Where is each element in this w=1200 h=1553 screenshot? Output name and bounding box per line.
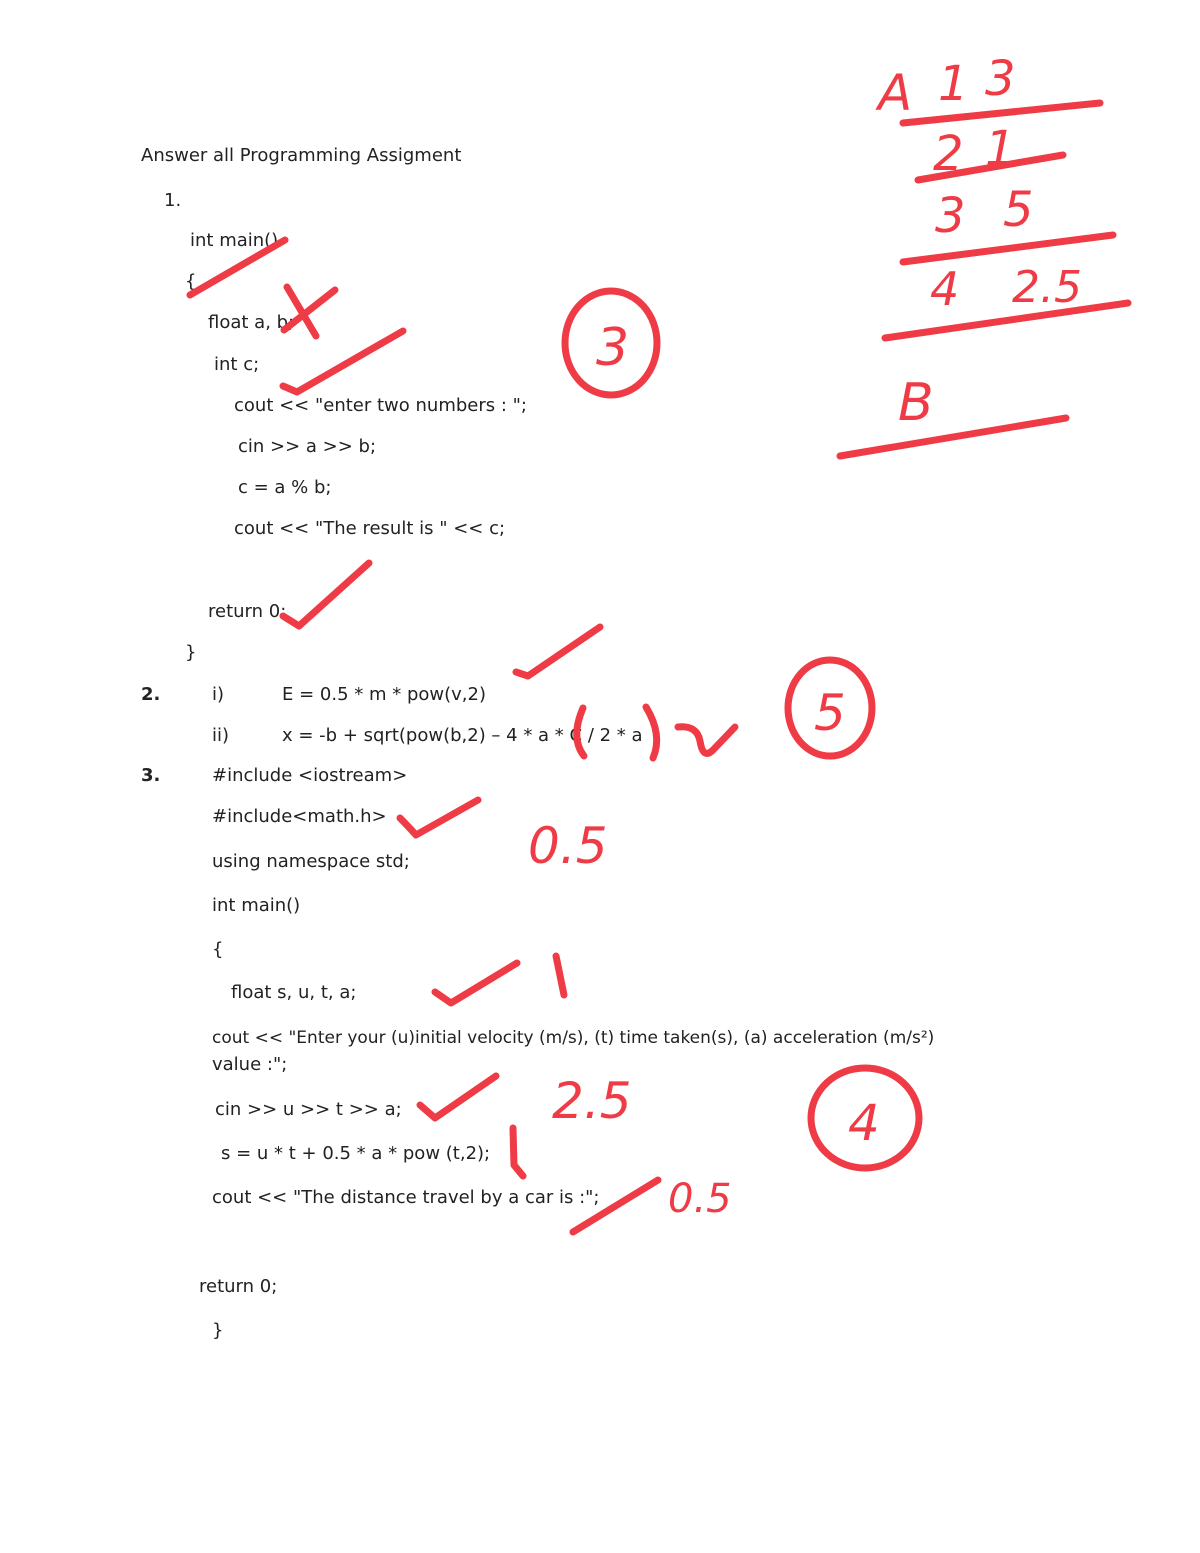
circled-score: 5 [814, 684, 846, 742]
q3-line: return 0; [199, 1276, 278, 1297]
q3-line: s = u * t + 0.5 * a * pow (t,2); [221, 1143, 491, 1164]
strike-mark [190, 240, 285, 295]
q3-line: { [212, 939, 224, 960]
q3-line: cout << "Enter your (u)initial velocity (m/s), (t) time taken(s), (a) acceleration (m/s²) [212, 1028, 935, 1048]
score-cell: 1 [938, 56, 969, 112]
circled-score: 3 [596, 318, 630, 378]
score-table-rule [840, 418, 1066, 456]
tick-one [556, 956, 564, 995]
bracket-mark [577, 708, 584, 756]
cross-mark [678, 727, 735, 754]
q2-number: 2. [141, 684, 161, 705]
q1-number: 1. [164, 190, 182, 211]
score-cell: 3 [985, 51, 1016, 107]
q3-line: #include<math.h> [212, 806, 387, 827]
q3-number: 3. [141, 765, 161, 786]
score-cell: 1 [985, 121, 1016, 177]
q1-line: cout << "enter two numbers : "; [234, 395, 527, 416]
score-table-rule [885, 303, 1128, 338]
q1-line: return 0; [208, 601, 287, 622]
q1-line: int main() [190, 230, 279, 251]
q1-line: cout << "The result is " << c; [234, 518, 506, 539]
q3-line: cout << "The distance travel by a car is :"; [212, 1187, 600, 1208]
circled-score: 4 [848, 1094, 880, 1152]
q3-line: cin >> u >> t >> a; [215, 1099, 402, 1120]
q1-line: cin >> a >> b; [238, 436, 377, 457]
q1-line: c = a % b; [238, 477, 332, 498]
q3-line: using namespace std; [212, 851, 410, 872]
q1-line: { [185, 271, 197, 292]
score-table-a-label: A [878, 64, 913, 122]
q2-ii-label: ii) [212, 725, 230, 746]
tick-one [513, 1128, 523, 1176]
q2-i-label: i) [212, 684, 225, 705]
q3-line: value :"; [212, 1054, 288, 1075]
bracket-mark [646, 707, 657, 758]
score-cell: 3 [935, 188, 966, 244]
marginal-note: 2.5 [552, 1072, 632, 1130]
score-table-b-label: B [898, 373, 934, 433]
q1-line: int c; [214, 354, 260, 375]
q3-line: } [212, 1320, 224, 1341]
checkmark [435, 963, 517, 1003]
q2-i-expression: E = 0.5 * m * pow(v,2) [282, 684, 486, 705]
checkmark [573, 1180, 658, 1232]
checkmark [283, 331, 403, 392]
marginal-note: 0.5 [528, 817, 608, 875]
score-cell: 2 [933, 126, 964, 182]
checkmark [283, 563, 369, 626]
checkmark [400, 800, 478, 835]
document-heading: Answer all Programming Assigment [141, 145, 462, 166]
q1-line: } [185, 642, 197, 663]
checkmark [420, 1076, 496, 1118]
marginal-note: 0.5 [668, 1176, 732, 1222]
cross-mark [284, 287, 335, 336]
score-cell: 2.5 [1012, 262, 1082, 313]
q2-ii-expression: x = -b + sqrt(pow(b,2) – 4 * a * C / 2 * a [282, 725, 643, 746]
q3-line: float s, u, t, a; [231, 982, 357, 1003]
q3-line: #include <iostream> [212, 765, 408, 786]
checkmark [516, 627, 600, 676]
q3-line: int main() [212, 895, 301, 916]
score-cell: 5 [1003, 182, 1034, 238]
q1-line: float a, b; [208, 312, 295, 333]
score-cell: 4 [930, 262, 960, 316]
